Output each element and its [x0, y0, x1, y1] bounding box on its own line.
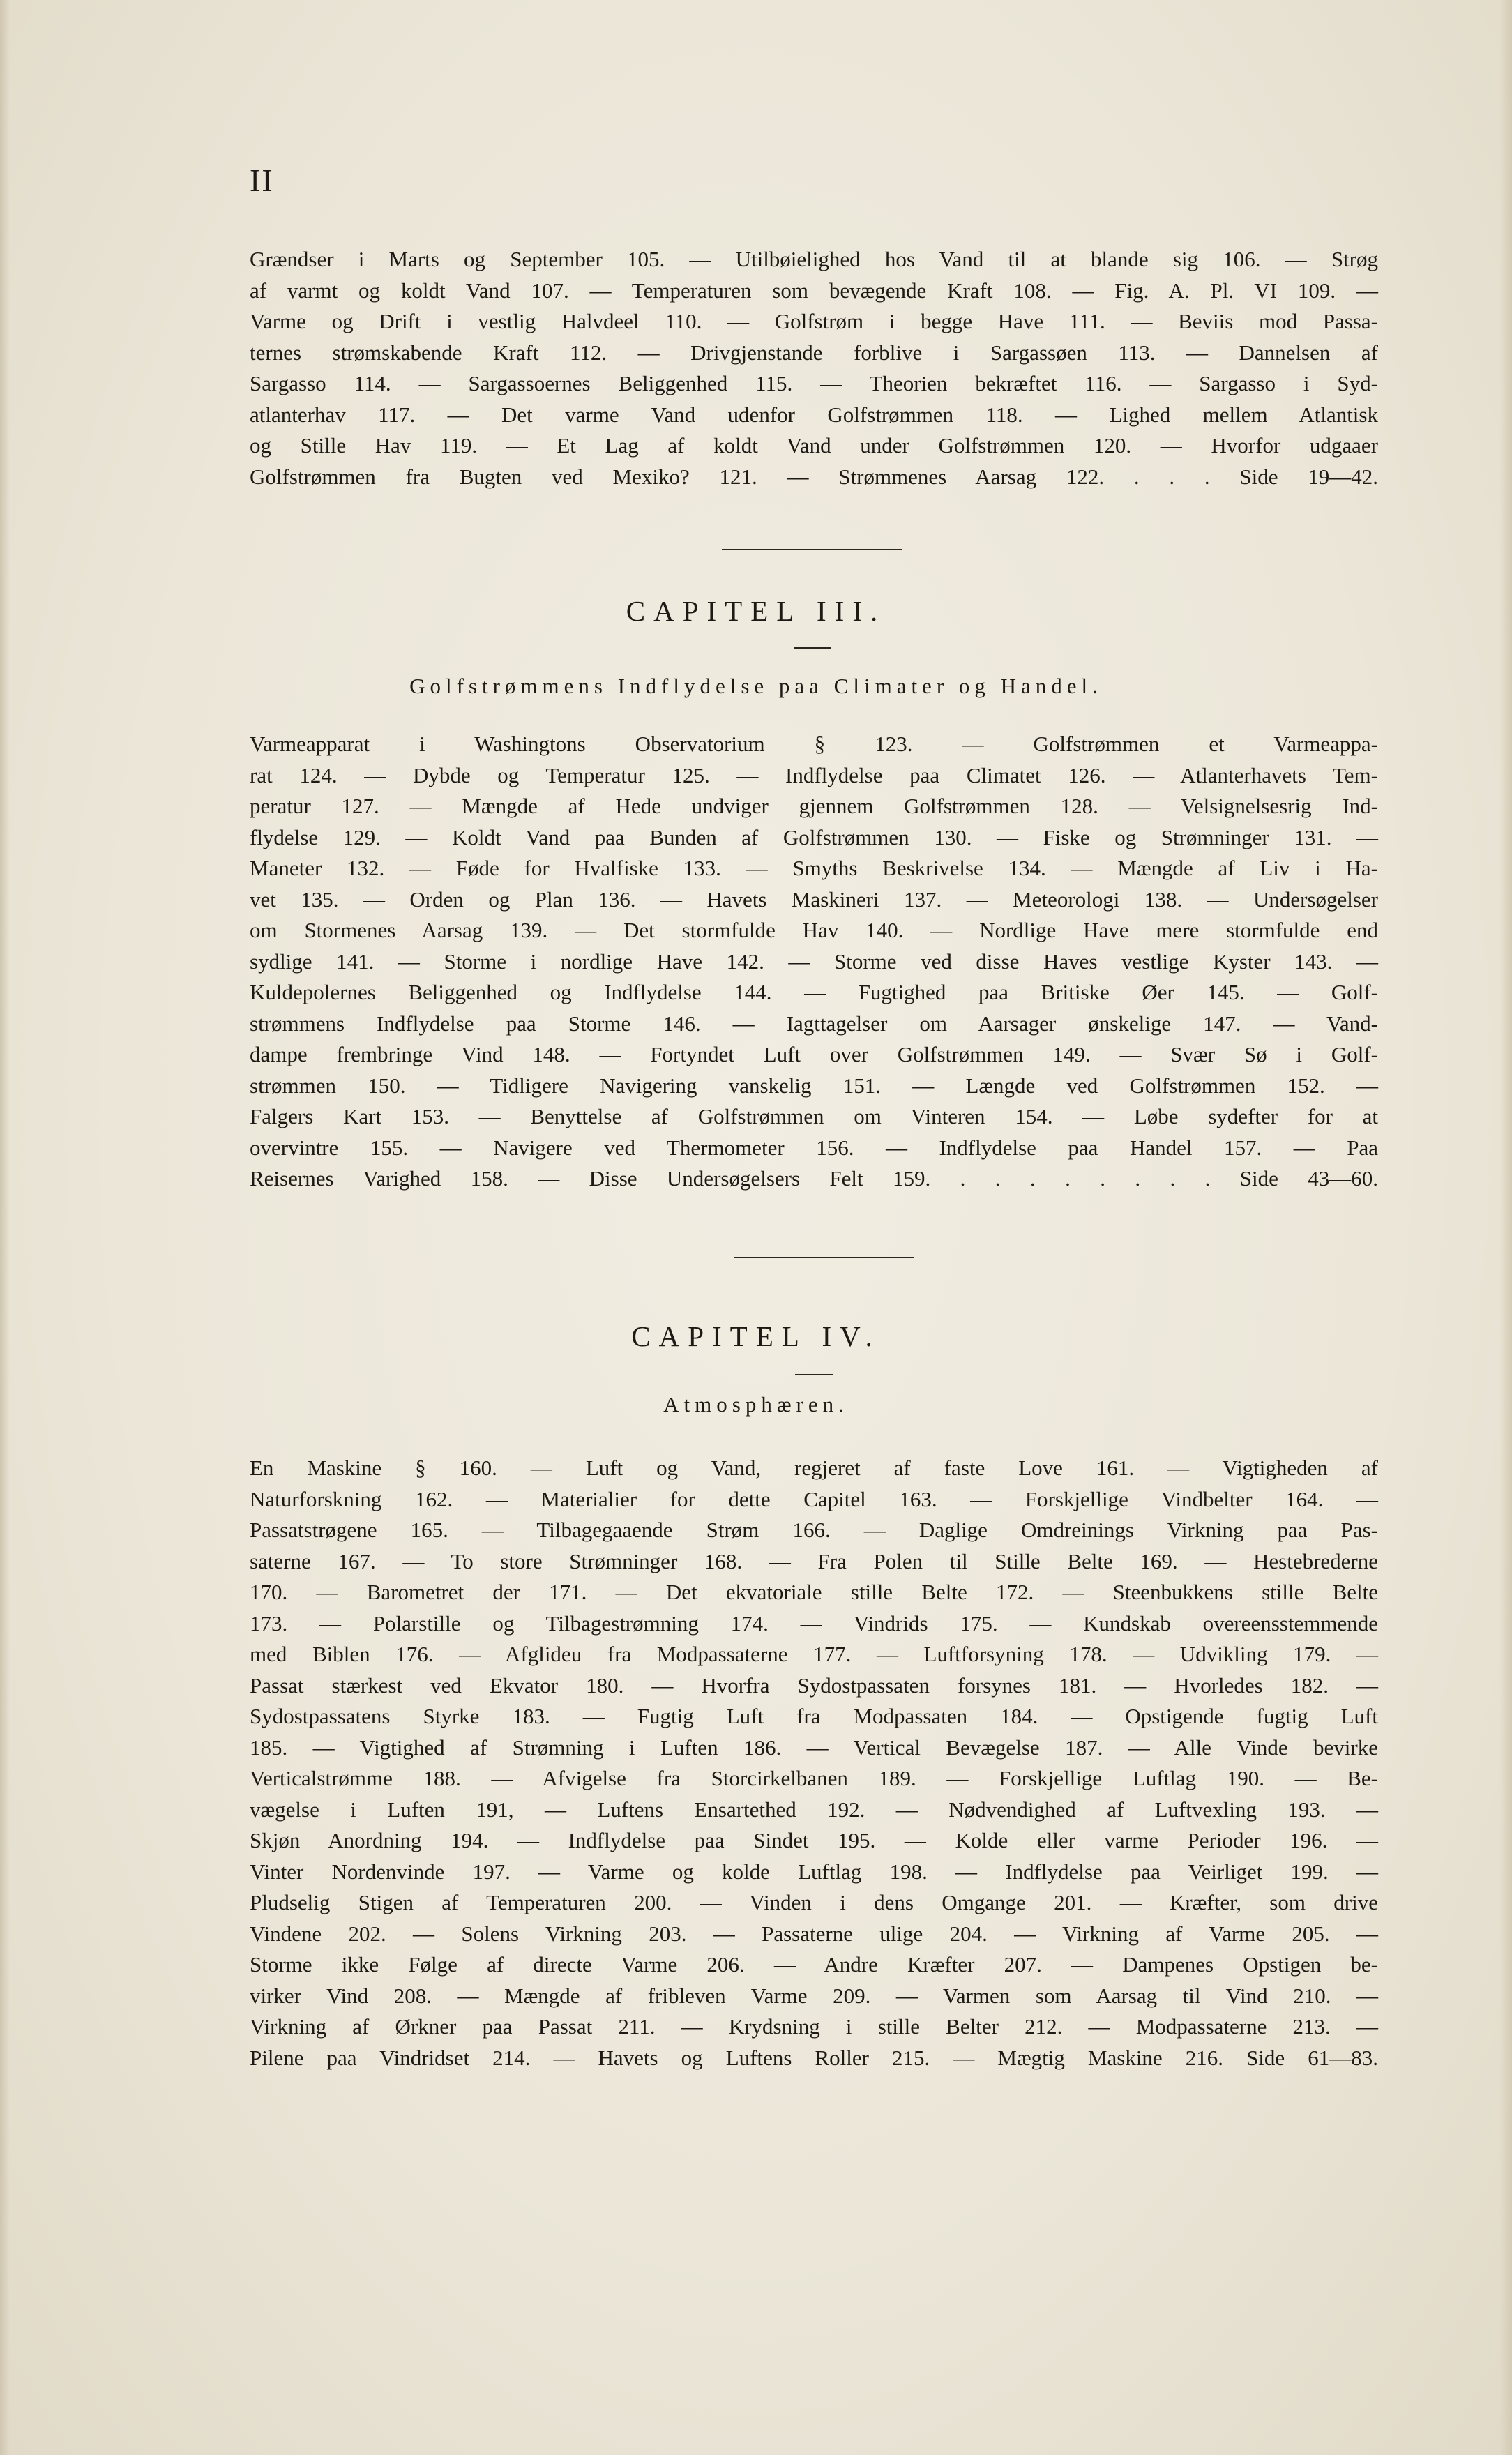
contents-line: 173. — Polarstille og Tilbagestrømning 174. — Vindrids 175. — Kundskab overeensstemmende — [250, 1610, 1378, 1636]
chapter-iv-subtitle: Atmosphæren. — [663, 1392, 849, 1417]
contents-line: Falgers Kart 153. — Benyttelse af Golfstrømmen om Vinteren 154. — Løbe sydefter for at — [250, 1104, 1378, 1128]
contents-line: Sydostpassatens Styrke 183. — Fugtig Luft fra Modpassaten 184. — Opstigende fugtig Luft — [250, 1704, 1378, 1728]
contents-line: Verticalstrømme 188. — Afvigelse fra Storcirkelbanen 189. — Forskjellige Luftlag 190. — Be- — [250, 1766, 1378, 1790]
contents-line: overvintre 155. — Navigere ved Thermometer 156. — Indflydelse paa Handel 157. — Paa — [250, 1135, 1378, 1160]
contents-line: om Stormenes Aarsag 139. — Det stormfulde Hav 140. — Nordlige Have mere stormfulde end — [250, 918, 1378, 942]
chapter-ii-contents-continuation — [250, 244, 1378, 492]
contents-line: atlanterhav 117. — Det varme Vand udenfor Golfstrømmen 118. — Lighed mellem Atlantisk — [250, 402, 1378, 427]
chapter-iii-contents — [250, 729, 1378, 1195]
contents-line: flydelse 129. — Koldt Vand paa Bunden af Golfstrømmen 130. — Fiske og Strømninger 131. — — [250, 824, 1378, 849]
page-number: II — [250, 163, 274, 198]
contents-line: strømmen 150. — Tidligere Navigering vanskelig 151. — Længde ved Golfstrømmen 152. — — [250, 1073, 1378, 1098]
contents-line: Pilene paa Vindridset 214. — Havets og Luftens Roller 215. — Mægtig Maskine 216. Side 61—83. — [250, 2045, 1378, 2070]
contents-line: Virkning af Ørkner paa Passat 211. — Krydsning i stille Belter 212. — Modpassaterne 213. — — [250, 2014, 1378, 2039]
contents-line: vægelse i Luften 191, — Luftens Ensartethed 192. — Nødvendighed af Luftvexling 193. — — [250, 1797, 1378, 1822]
contents-line: og Stille Hav 119. — Et Lag af koldt Vand under Golfstrømmen 120. — Hvorfor udgaaer — [250, 433, 1378, 458]
contents-line: Varme og Drift i vestlig Halvdeel 110. — Golfstrøm i begge Have 111. — Beviis mod Passa- — [250, 309, 1378, 333]
contents-line: virker Vind 208. — Mængde af fribleven Varme 209. — Varmen som Aarsag til Vind 210. — — [250, 1983, 1378, 2008]
chapter-iv-contents — [250, 1453, 1378, 2073]
section-divider-rule-2 — [734, 1257, 914, 1258]
contents-line: dampe frembringe Vind 148. — Fortyndet Luft over Golfstrømmen 149. — Svær Sø i Golf- — [250, 1042, 1378, 1066]
chapter-iii-heading-rule — [794, 647, 831, 649]
contents-line: af varmt og koldt Vand 107. — Temperaturen som bevægende Kraft 108. — Fig. A. Pl. VI 109. — — [250, 278, 1378, 303]
contents-line: vet 135. — Orden og Plan 136. — Havets Maskineri 137. — Meteorologi 138. — Undersøgelser — [250, 886, 1378, 912]
contents-line: peratur 127. — Mængde af Hede undviger gjennem Golfstrømmen 128. — Velsignelsesrig Ind- — [250, 794, 1378, 818]
page-edge-right — [1499, 0, 1512, 2455]
contents-line: Maneter 132. — Føde for Hvalfiske 133. — Smyths Beskrivelse 134. — Mængde af Liv i Ha- — [250, 856, 1378, 880]
contents-line: Passatstrøgene 165. — Tilbagegaaende Strøm 166. — Daglige Omdreinings Virkning paa Pas- — [250, 1518, 1378, 1542]
contents-line: Vinter Nordenvinde 197. — Varme og kolde Luftlag 198. — Indflydelse paa Veirliget 199. — — [250, 1859, 1378, 1884]
contents-line: Varmeapparat i Washingtons Observatorium § 123. — Golfstrømmen et Varmeappa- — [250, 732, 1378, 756]
contents-line: Reisernes Varighed 158. — Disse Undersøgelsers Felt 159. . . . . . . . . Side 43—60. — [250, 1166, 1378, 1191]
contents-line: Sargasso 114. — Sargassoernes Beliggenhed 115. — Theorien bekræftet 116. — Sargasso i Syd- — [250, 371, 1378, 395]
page-edge-left — [0, 0, 10, 2455]
contents-line: Golfstrømmen fra Bugten ved Mexiko? 121. — Strømmenes Aarsag 122. . . . Side 19—42. — [250, 464, 1378, 489]
contents-line: 170. — Barometret der 171. — Det ekvatoriale stille Belte 172. — Steenbukkens stille Belte — [250, 1580, 1378, 1604]
chapter-iii-heading: CAPITEL III. — [626, 595, 886, 627]
section-divider-rule — [722, 549, 902, 550]
contents-line: Kuldepolernes Beliggenhed og Indflydelse 144. — Fugtighed paa Britiske Øer 145. — Golf- — [250, 980, 1378, 1004]
contents-line: sydlige 141. — Storme i nordlige Have 142. — Storme ved disse Haves vestlige Kyster 143. — — [250, 949, 1378, 974]
contents-line: 185. — Vigtighed af Strømning i Luften 186. — Vertical Bevægelse 187. — Alle Vinde bevirke — [250, 1735, 1378, 1760]
contents-line: Passat stærkest ved Ekvator 180. — Hvorfra Sydostpassaten forsynes 181. — Hvorledes 182. — — [250, 1672, 1378, 1698]
contents-line: rat 124. — Dybde og Temperatur 125. — Indflydelse paa Climatet 126. — Atlanterhavets Tem- — [250, 762, 1378, 787]
chapter-iii-subtitle: Golfstrømmens Indflydelse paa Climater og Handel. — [409, 674, 1103, 698]
contents-line: saterne 167. — To store Strømninger 168. — Fra Polen til Stille Belte 169. — Hestebrederne — [250, 1548, 1378, 1573]
chapter-iv-heading: CAPITEL IV. — [631, 1320, 881, 1352]
contents-line: Vindene 202. — Solens Virkning 203. — Passaterne ulige 204. — Virkning af Varme 205. — — [250, 1921, 1378, 1946]
chapter-iv-heading-rule — [795, 1374, 833, 1375]
contents-line: med Biblen 176. — Afglideu fra Modpassaterne 177. — Luftforsyning 178. — Udvikling 179. — — [250, 1642, 1378, 1666]
contents-line: Pludselig Stigen af Temperaturen 200. — Vinden i dens Omgange 201. — Kræfter, som drive — [250, 1890, 1378, 1914]
contents-line: En Maskine § 160. — Luft og Vand, regjeret af faste Love 161. — Vigtigheden af — [250, 1456, 1378, 1480]
contents-line: Skjøn Anordning 194. — Indflydelse paa Sindet 195. — Kolde eller varme Perioder 196. — — [250, 1828, 1378, 1852]
contents-line: Grændser i Marts og September 105. — Utilbøielighed hos Vand til at blande sig 106. — Strøg — [250, 247, 1378, 271]
contents-line: Naturforskning 162. — Materialier for dette Capitel 163. — Forskjellige Vindbelter 164. — — [250, 1486, 1378, 1511]
contents-line: Storme ikke Følge af directe Varme 206. — Andre Kræfter 207. — Dampenes Opstigen be- — [250, 1952, 1378, 1977]
contents-line: ternes strømskabende Kraft 112. — Drivgjenstande forblive i Sargassøen 113. — Dannelsen af — [250, 340, 1378, 365]
contents-line: strømmens Indflydelse paa Storme 146. — Iagttagelser om Aarsager ønskelige 147. — Vand- — [250, 1011, 1378, 1036]
